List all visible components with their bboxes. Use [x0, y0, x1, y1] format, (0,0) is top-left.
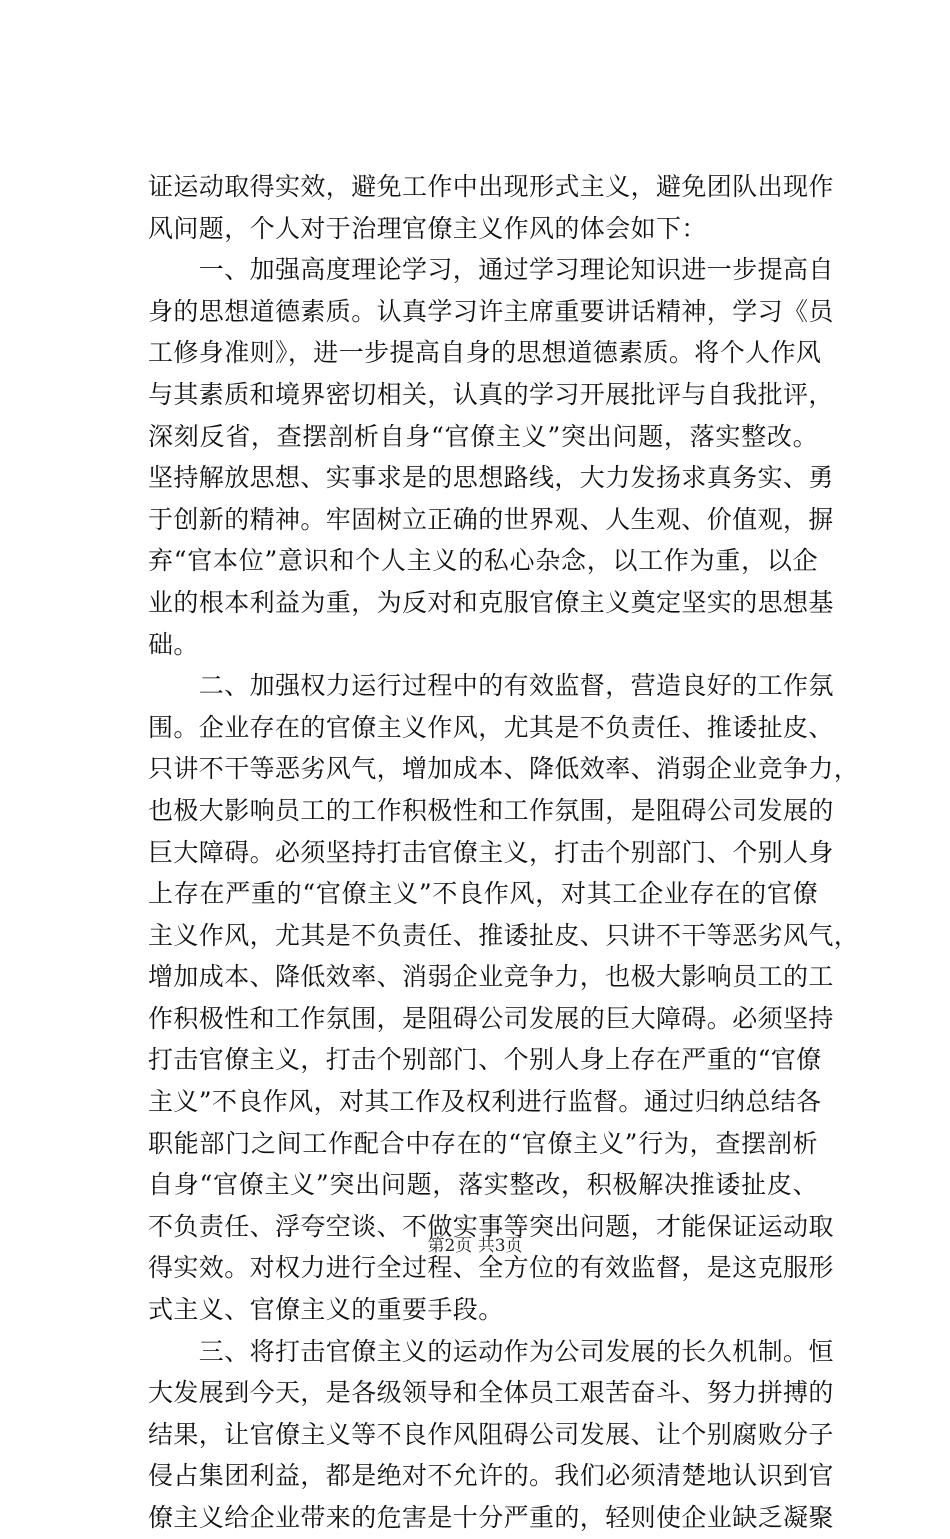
text-line: 自身“官僚主义”突出问题，落实整改，积极解决推诿扯皮、 — [148, 1170, 818, 1200]
text-line: 大发展到今天，是各级领导和全体员工艰苦奋斗、努力拼搏的 — [148, 1378, 834, 1408]
text-line: 三、将打击官僚主义的运动作为公司发展的长久机制。恒 — [148, 1336, 834, 1366]
text-line: 侵占集团利益，都是绝对不允许的。我们必须清楚地认识到官 — [148, 1461, 834, 1491]
body-text — [148, 166, 860, 1539]
text-line: 围。企业存在的官僚主义作风，尤其是不负责任、推诿扯皮、 — [148, 712, 834, 742]
text-line: 二、加强权力运行过程中的有效监督，营造良好的工作氛 — [148, 671, 834, 701]
page-footer: 第2页 共3页 — [427, 1236, 523, 1256]
text-line: 础。 — [148, 629, 199, 659]
text-line: 也极大影响员工的工作积极性和工作氛围，是阻碍公司发展的 — [148, 795, 834, 825]
text-line: 僚主义给企业带来的危害是十分严重的，轻则使企业缺乏凝聚 — [148, 1503, 834, 1532]
text-line: 业的根本利益为重，为反对和克服官僚主义奠定坚实的思想基 — [148, 587, 834, 617]
text-line: 一、加强高度理论学习，通过学习理论知识进一步提高自 — [148, 255, 834, 285]
text-line: 坚持解放思想、实事求是的思想路线，大力发扬求真务实、勇 — [148, 463, 834, 493]
text-line: 证运动取得实效，避免工作中出现形式主义，避免团队出现作 — [148, 172, 834, 201]
text-line: 不负责任、浮夸空谈、不做实事等突出问题，才能保证运动取 — [148, 1211, 834, 1241]
text-line: 只讲不干等恶劣风气，增加成本、降低效率、消弱企业竞争力， — [148, 754, 860, 784]
text-line: 巨大障碍。必须坚持打击官僚主义，打击个别部门、个别人身 — [148, 837, 834, 867]
text-line: 风问题，个人对于治理官僚主义作风的体会如下： — [148, 213, 707, 243]
text-line: 身的思想道德素质。认真学习许主席重要讲话精神，学习《员 — [148, 296, 834, 326]
text-line: 上存在严重的“官僚主义”不良作风，对其工企业存在的官僚 — [148, 879, 818, 909]
text-line: 得实效。对权力进行全过程、全方位的有效监督，是这克服形 — [148, 1253, 834, 1283]
text-line: 弃“官本位”意识和个人主义的私心杂念，以工作为重，以企 — [148, 546, 818, 576]
text-line: 深刻反省，查摆剖析自身“官僚主义”突出问题，落实整改。 — [148, 421, 818, 451]
text-line: 职能部门之间工作配合中存在的“官僚主义”行为，查摆剖析 — [148, 1128, 818, 1158]
text-line: 增加成本、降低效率、消弱企业竞争力，也极大影响员工的工 — [148, 962, 834, 992]
text-line: 于创新的精神。牢固树立正确的世界观、人生观、价值观，摒 — [148, 504, 834, 534]
text-line: 作积极性和工作氛围，是阻碍公司发展的巨大障碍。必须坚持 — [148, 1003, 834, 1033]
text-line: 主义作风，尤其是不负责任、推诿扯皮、只讲不干等恶劣风气， — [148, 920, 860, 950]
text-line: 打击官僚主义，打击个别部门、个别人身上存在严重的“官僚 — [148, 1045, 822, 1075]
text-line: 结果，让官僚主义等不良作风阻碍公司发展、让个别腐败分子 — [148, 1419, 834, 1449]
text-line: 主义”不良作风，对其工作及权利进行监督。通过归纳总结各 — [148, 1087, 822, 1117]
text-line: 式主义、官僚主义的重要手段。 — [148, 1295, 504, 1325]
text-line: 与其素质和境界密切相关，认真的学习开展批评与自我批评， — [148, 379, 834, 409]
text-line: 工修身准则》，进一步提高自身的思想道德素质。将个人作风 — [148, 338, 822, 368]
